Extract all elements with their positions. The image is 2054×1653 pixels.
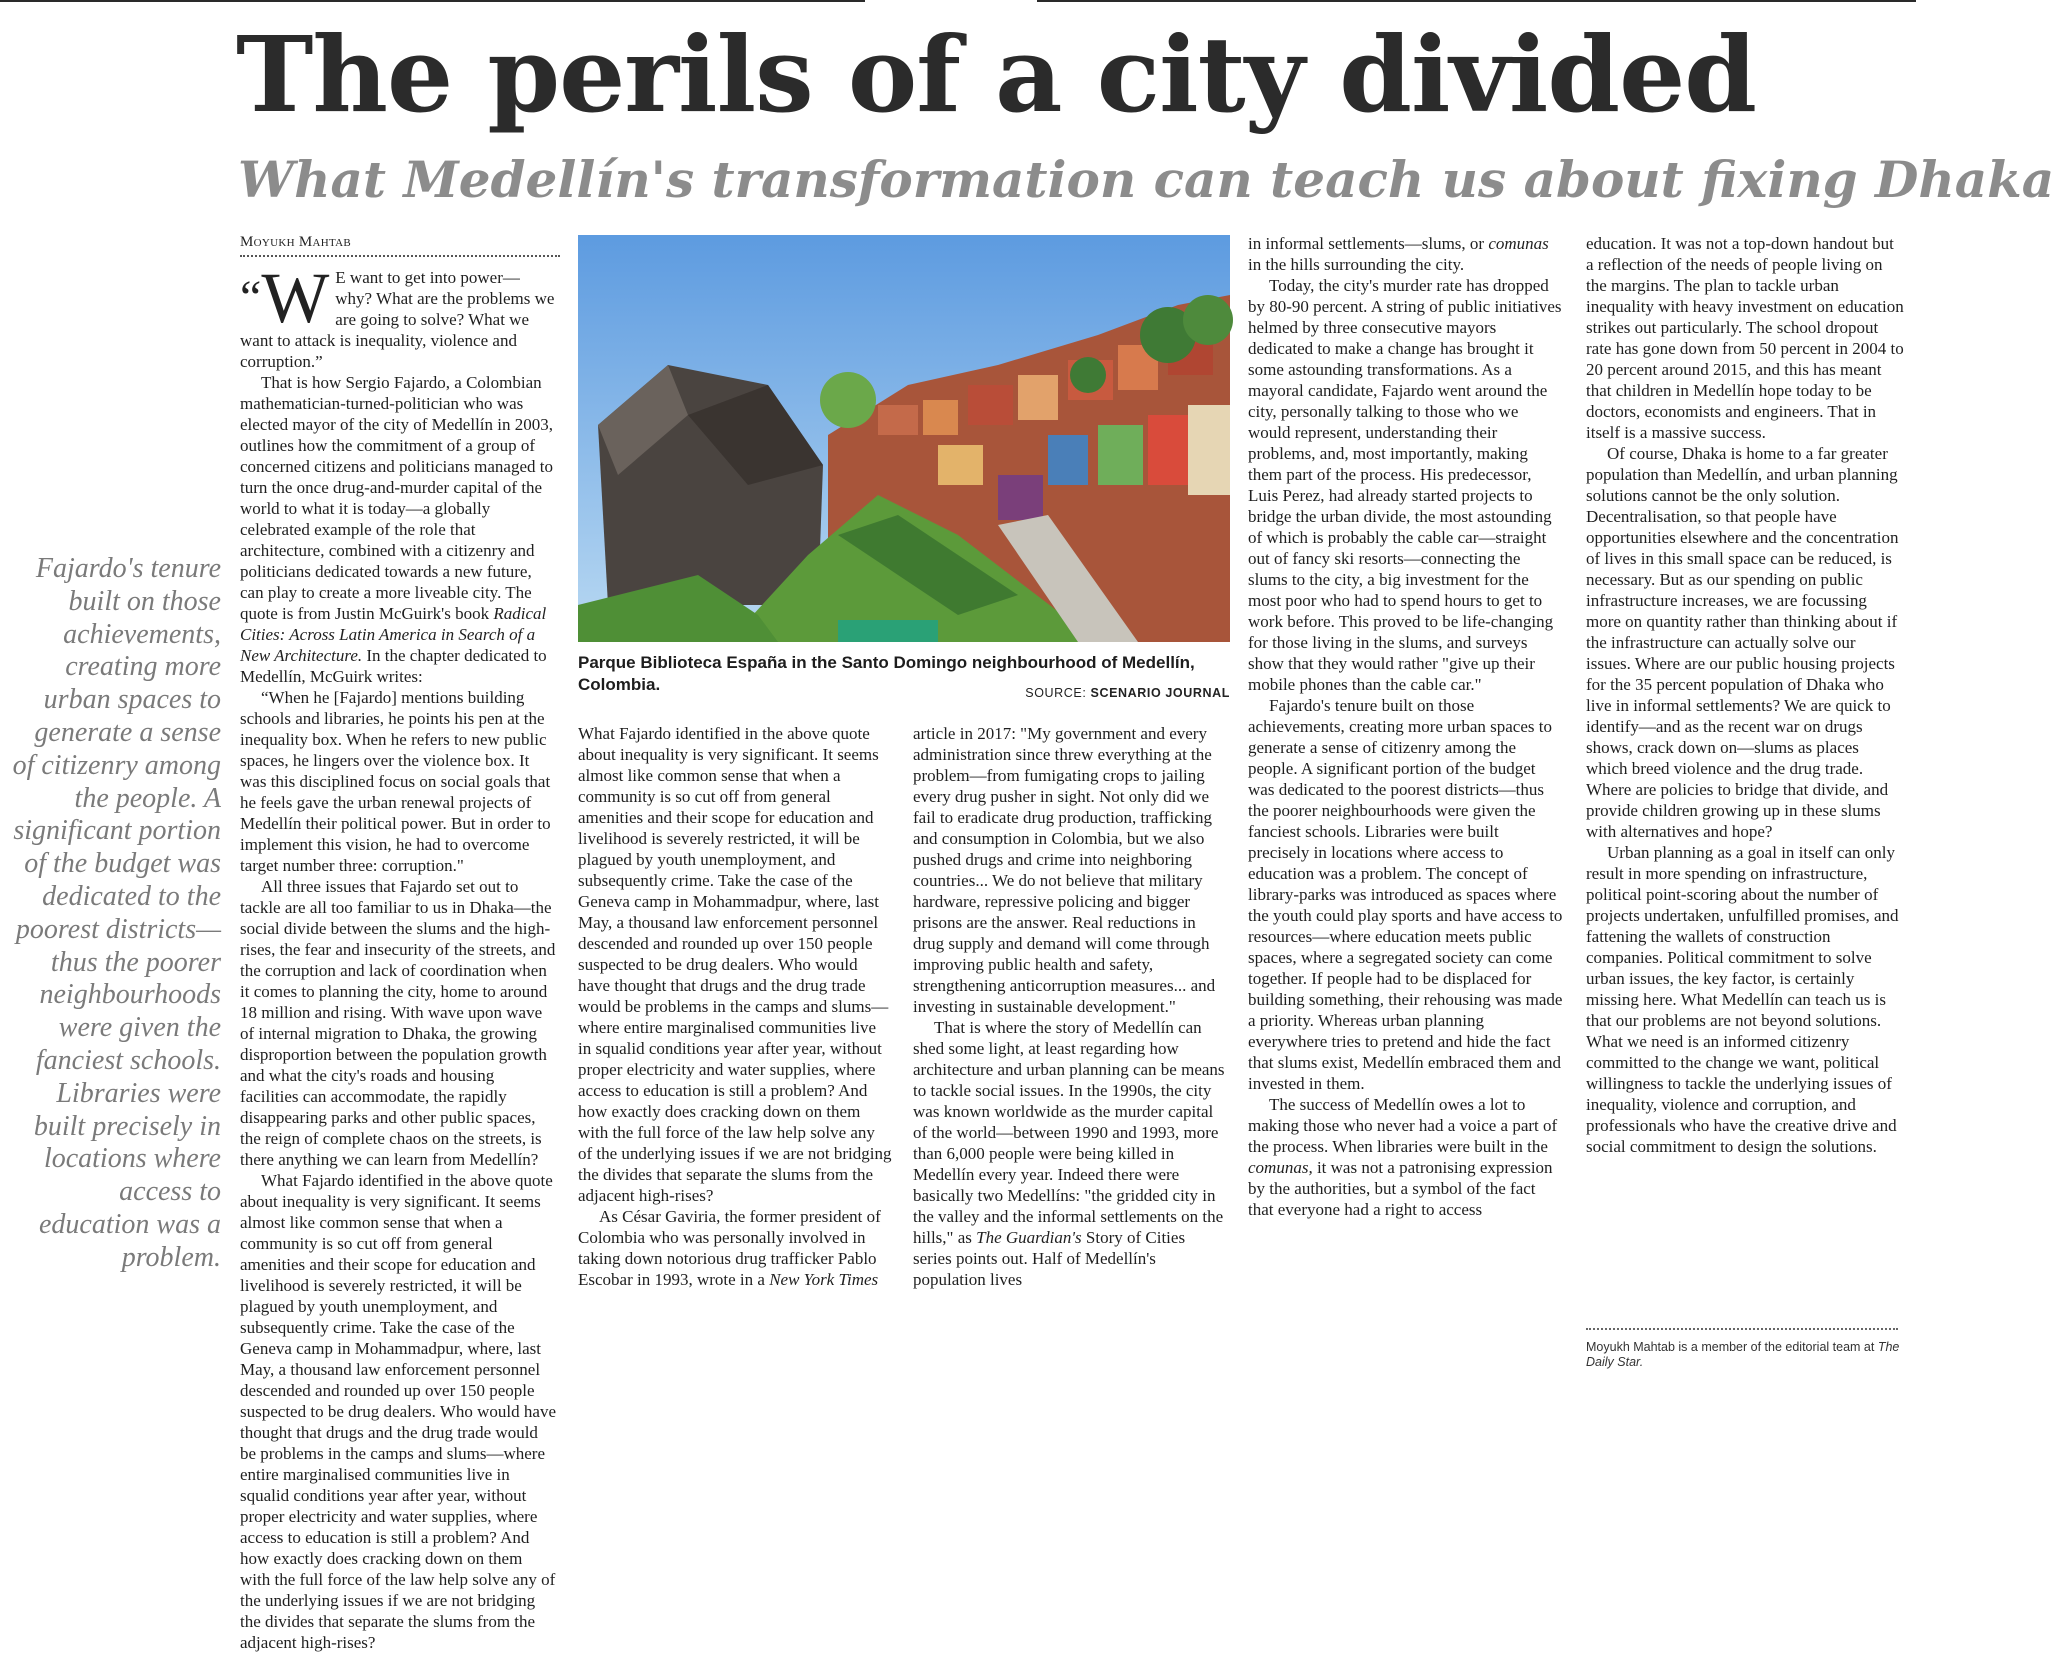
paragraph: “When he [Fajardo] mentions building schools and libraries, he points his pen at the inequality box. When he refers to new public spaces, he lingers over the violence box. It was this disciplined focus on social goals that he feels gave the urban renewal projects of Medellín their political power. But in order to implement this vision, he had to overcome target number three: corruption." [240,688,551,875]
article-column-2 [578,723,893,1290]
end-rule [1586,1328,1898,1330]
paragraph: Of course, Dhaka is home to a far greater population than Medellín, and urban planning solutions cannot be the only solution. Decentralisation, so that people have opportunities elsewhere and the concentration of lives in this small space can be reduced, is necessary. But as our spending on public infrastructure increases, we are focussing more on quantity rather than thinking about if the infrastructure can actually solve our issues. Where are our public housing projects for the 35 percent population of Dhaka who live in informal settlements? We are quick to identify—and as the recent war on drugs shows, crack down on—slums as places which breed violence and the drug trade. Where are policies to bridge that divide, and provide children growing up in these slums with alternatives and hope? [1586,444,1899,841]
byline: Moyukh Mahtab [240,234,560,257]
photo-caption: Parque Biblioteca España in the Santo Domingo neighbourhood of Medellín, Colombia. [578,653,1195,694]
paragraph: article in 2017: "My government and every administration since threw everything at the problem—from fumigating crops to jailing every drug pusher in sight. Not only did we fail to eradicate drug production, trafficking and consumption in Colombia, but we also pushed drugs and crime into neighboring countries... We do not believe that military hardware, repressive policing and bigger prisons are the answer. Real reductions in drug supply and demand will come through improving public health and safety, strengthening anticorruption measures... and investing in sustainable development." [913,724,1216,1016]
drop-cap: “W [240,258,330,338]
article-column-3 [913,723,1228,1290]
paragraph: What Fajardo identified in the above quote about inequality is very significant. It seems almost like common sense that when a community is so cut off from general amenities and their scope for education and livelihood is severely restricted, it will be plagued by youth unemployment, and subsequently crime. Take the case of the Geneva camp in Mohammadpur, where, last May, a thousand law enforcement personnel descended and rounded up over 150 people suspected to be drug dealers. Who would have thought that drugs and the drug trade would be problems in the camps and slums—where entire marginalised communities live in squalid conditions year after year, without proper electricity and water supplies, where access to education is still a problem? And how exactly does cracking down on them with the full force of the law help solve any of the underlying issues if we are not bridging the divides that separate the slums from the adjacent high-rises? [240,1171,556,1652]
paragraph: Fajardo's tenure built on those achievements, creating more urban spaces to generate a sense of citizenry among the people. A significant portion of the budget was dedicated to the poorest districts—thus the poorer neighbourhoods were given the fanciest schools. Libraries were built precisely in locations where access to education was a problem. The concept of library-parks was introduced as spaces where the youth could play sports and have access to resources—where education meets public spaces, where a segregated society can come together. If people had to be displaced for building something, their rehousing was made a priority. Whereas urban planning everywhere tries to pretend and hide the fact that slums exist, Medellín embraced them and invested in them. [1248,696,1563,1093]
paragraph: That is how Sergio Fajardo, a Colombian mathematician-turned-politician who was elected mayor of the city of Medellín in 2003, outlines how the commitment of a group of concerned citizens and politicians managed to turn the once drug-and-murder capital of the world to what it is today—a globally celebrated example of the role that architecture, combined with a citizenry and politicians dedicated towards a new future, can play to create a more liveable city. The quote is from Justin McGuirk's book Radical Cities: Across Latin America in Search of a New Architecture. In the chapter dedicated to Medellín, McGuirk writes: [240,373,553,686]
paragraph: All three issues that Fajardo set out to tackle are all too familiar to us in Dhaka—the social divide between the slums and the high-rises, the fear and insecurity of the streets, and the corruption and lack of coordination when it comes to planning the city, home to around 18 million and rising. With wave upon wave of internal migration to Dhaka, the growing disproportion between the population growth and what the city's roads and housing facilities can accommodate, the rapidly disappearing parks and other public spaces, the reign of complete chaos on the streets, is there anything we can learn from Medellín? [240,877,556,1169]
opening-paragraph: “W E want to get into power—why? What are the problems we are going to solve? What we want to attack is inequality, violence and corruption.” [240,258,555,371]
article-column-5 [1586,233,1904,1157]
paragraph: education. It was not a top-down handout but a reflection of the needs of people living on the margins. The plan to tackle urban inequality with heavy investment on education strikes out particularly. The school dropout rate has gone down from 50 percent in 2004 to 20 percent around 2015, and this has meant that children in Medellín hope today to be doctors, economists and engineers. That in itself is a massive success. [1586,234,1904,442]
photo-source: SOURCE: SCENARIO JOURNAL [1025,686,1230,700]
article-column-1 [240,258,556,1652]
author-note: Moyukh Mahtab is a member of the editorial team at The Daily Star. [1586,1340,1900,1369]
paragraph: That is where the story of Medellín can shed some light, at least regarding how architecture and urban planning can be means to tackle social issues. In the 1990s, the city was known worldwide as the murder capital of the world—between 1990 and 1993, more than 6,000 people were being killed in Medellín every year. Indeed there were basically two Medellíns: "the gridded city in the valley and the informal settlements on the hills," as The Guardian's Story of Cities series points out. Half of Medellín's population lives [913,1018,1225,1289]
paragraph: The success of Medellín owes a lot to making those who never had a voice a part of the process. When libraries were built in the comunas, it was not a patronising expression by the authorities, but a symbol of the fact that everyone had a right to access [1248,1095,1558,1219]
pull-quote: Fajardo's tenure built on those achievements, creating more urban spaces to generate a sense of citizenry among the people. A significant portion of the budget was dedicated to the poorest districts—thus the poorer neighbourhoods were given the fanciest schools. Libraries were built precisely in locations where access to education was a problem. [12,553,221,1273]
article-photo [578,235,1230,642]
subheadline: What Medellín's transformation can teach us about fixing Dhaka [238,150,2054,209]
paragraph: Urban planning as a goal in itself can only result in more spending on infrastructure, political point-scoring about the number of projects undertaken, unfulfilled promises, and fattening the wallets of construction companies. Political commitment to solve urban issues, the key factor, is certainly missing here. What Medellín can teach us is that our problems are not beyond solutions. What we need is an informed citizenry committed to the change we want, political willingness to tackle the underlying issues of inequality, violence and corruption, and professionals who have the creative drive and social commitment to design the solutions. [1586,843,1899,1156]
paragraph: in informal settlements—slums, or comunas in the hills surrounding the city. [1248,234,1549,274]
paragraph: As César Gaviria, the former president of Colombia who was personally involved in taking down notorious drug trafficker Pablo Escobar in 1993, wrote in a New York Times [578,1207,881,1289]
headline: The perils of a city divided [236,13,1757,136]
top-rule-gap [865,0,1037,2]
paragraph: What Fajardo identified in the above quote about inequality is very significant. It seems almost like common sense that when a community is so cut off from general amenities and their scope for education and livelihood is severely restricted, it will be plagued by youth unemployment, and subsequently crime. Take the case of the Geneva camp in Mohammadpur, where, last May, a thousand law enforcement personnel descended and rounded up over 150 people suspected to be drug dealers. Who would have thought that drugs and the drug trade would be problems in the camps and slums—where entire marginalised communities live in squalid conditions year after year, without proper electricity and water supplies, where access to education is still a problem? And how exactly does cracking down on them with the full force of the law help solve any of the underlying issues if we are not bridging the divides that separate the slums from the adjacent high-rises? [578,724,892,1205]
paragraph: Today, the city's murder rate has dropped by 80-90 percent. A string of public initiatives helmed by three consecutive mayors dedicated to make a change has brought it some astounding transformations. As a mayoral candidate, Fajardo went around the city, personally talking to those who we would represent, understanding their problems, and, most importantly, making them part of the process. His predecessor, Luis Perez, had already started projects to bridge the urban divide, the most astounding of which is probably the cable car—straight out of fancy ski resorts—connecting the slums to the city, a big investment for the most poor who had to spend hours to get to work before. This proved to be life-changing for those living in the slums, and surveys show that they would rather "give up their mobile phones than the cable car." [1248,276,1562,694]
library-photo-illustration [578,235,1230,642]
article-column-4 [1248,233,1563,1220]
